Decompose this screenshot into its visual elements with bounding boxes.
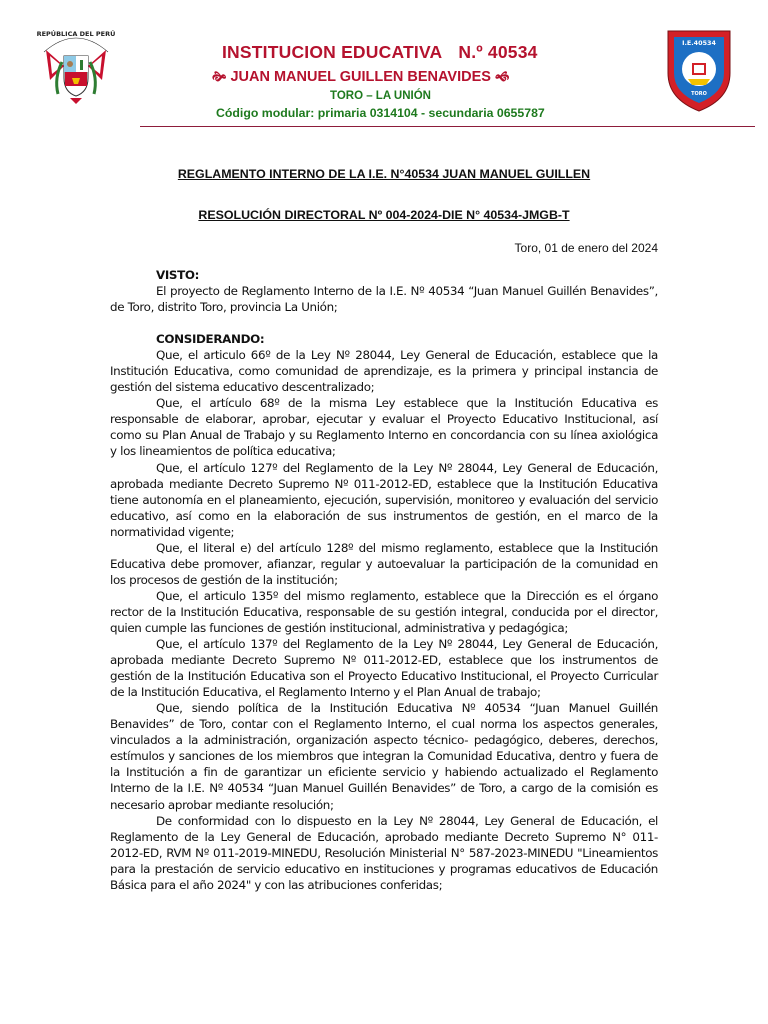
visto-paragraph: El proyecto de Reglamento Interno de la I.E. Nº 40534 “Juan Manuel Guillén Benavides”, de Toro, distrito Toro, provincia La Unión; [110,284,658,315]
school-shield-logo-icon [664,27,734,113]
considerando-paragraph: Que, el articulo 66º de la Ley Nº 28044, Ley General de Educación, establece que la Institución Educativa, como comunidad de aprendizaje, es la primera y principal instancia de gestión del sistema educativo descentralizado; [110,348,658,395]
document-date: Toro, 01 de enero del 2024 [514,241,658,255]
institution-name: JUAN MANUEL GUILLEN BENAVIDES [230,69,491,85]
visto-label: VISTO: [156,268,200,282]
modular-code: Código modular: primaria 0314104 - secundaria 0655787 [216,106,545,120]
considerando-paragraph: Que, el artículo 68º de la misma Ley establece que la Institución Educativa es responsable de elaborar, aprobar, ejecutar y evaluar el Proyecto Educativo Institucional, así como su Plan Anual de Trabajo y su Reglamento Interno en concordancia con su línea axiológica y los lineamientos de política educativa; [110,396,658,459]
institution-name-line [212,68,509,90]
considerando-paragraph: Que, el literal e) del artículo 128º del mismo reglamento, establece que la Institución Educativa debe promover, afianzar, regular y autoevaluar la participación de la comunidad en los procesos de gestión de la institución; [110,540,658,587]
svg-text:REPÚBLICA DEL PERÚ: REPÚBLICA DEL PERÚ [36,30,116,38]
considerando-paragraph: Que, el artículo 137º del Reglamento de la Ley Nº 28044, Ley General de Educación, aprobada mediante Decreto Supremo Nº 011-2012-ED, establece que los instrumentos de gestión de la Institución Educativa son el Proyecto Educativo Institucional, el Proyecto Curricular de la Institución Educativa, el Reglamento Interno y el Plan Anual de trabajo; [110,637,658,700]
considerando-label: CONSIDERANDO: [156,332,265,347]
shield-bottom-text: TORO [691,91,707,97]
considerando-paragraph: Que, el artículo 127º del Reglamento de la Ley Nº 28044, Ley General de Educación, aprobada mediante Decreto Supremo Nº 011-2012-ED, establece que la Institución Educativa tiene autonomía en el planeamiento, ejecución, supervisión, monitoreo y evaluación del servicio educativo, así como en la elaboración de sus instrumentos de gestión, en el marco de la normatividad vigente; [110,460,658,539]
institution-title [222,42,538,63]
peru-coat-of-arms-icon [36,22,116,110]
header-divider [140,126,755,127]
institution-location: TORO – LA UNIÓN [330,90,431,102]
shield-top-text: I.E.40534 [682,39,716,47]
ornament-left-icon: 🙞 [212,69,227,84]
considerando-paragraph: Que, el articulo 135º del mismo reglamento, establece que la Dirección es el órgano rector de la Institución Educativa, responsable de su gestión integral, conducida por el director, quien cumple las funciones de gestión institucional, administrativa y pedagógica; [110,588,658,635]
letterhead [0,0,768,130]
resolution-title: RESOLUCIÓN DIRECTORAL Nº 004-2024-DIE N° 40534-JMGB-T [198,208,570,222]
institution-label: INSTITUCION EDUCATIVA [222,42,443,62]
document-body [110,267,658,893]
considerando-paragraph: Que, siendo política de la Institución Educativa Nº 40534 “Juan Manuel Guillén Benavides” de Toro, contar con el Reglamento Interno, el cual norma los aspectos generales, vinculados a la administración, organización aspecto técnico- pedagógico, deberes, derechos, estímulos y sanciones de los miembros que integran la Comunidad Educativa, dentro y fuera de la Institución a fin de garantizar un eficiente servicio y habiendo actualizado el Reglamento Interno de la I.E. Nº 40534 “Juan Manuel Guillén Benavides” de Toro, a cargo de la comisión es necesario aprobar mediante resolución; [110,701,658,812]
document-title: REGLAMENTO INTERNO DE LA I.E. N°40534 JUAN MANUEL GUILLEN [177,167,591,181]
considerando-paragraph: De conformidad con lo dispuesto en la Ley Nº 28044, Ley General de Educación, el Reglamento de la Ley General de Educación, aprobado mediante Decreto Supremo N° 011-2012-ED, RVM Nº 011-2019-MINEDU, Resolución Ministerial N° 587-2023-MINEDU "Lineamientos para la prestación de servicio educativo en instituciones y programas educativos de Educación Básica para el año 2024" y con las atribuciones conferidas; [110,813,658,892]
ornament-right-icon: 🙜 [494,69,510,84]
institution-number: N.º 40534 [458,42,538,62]
